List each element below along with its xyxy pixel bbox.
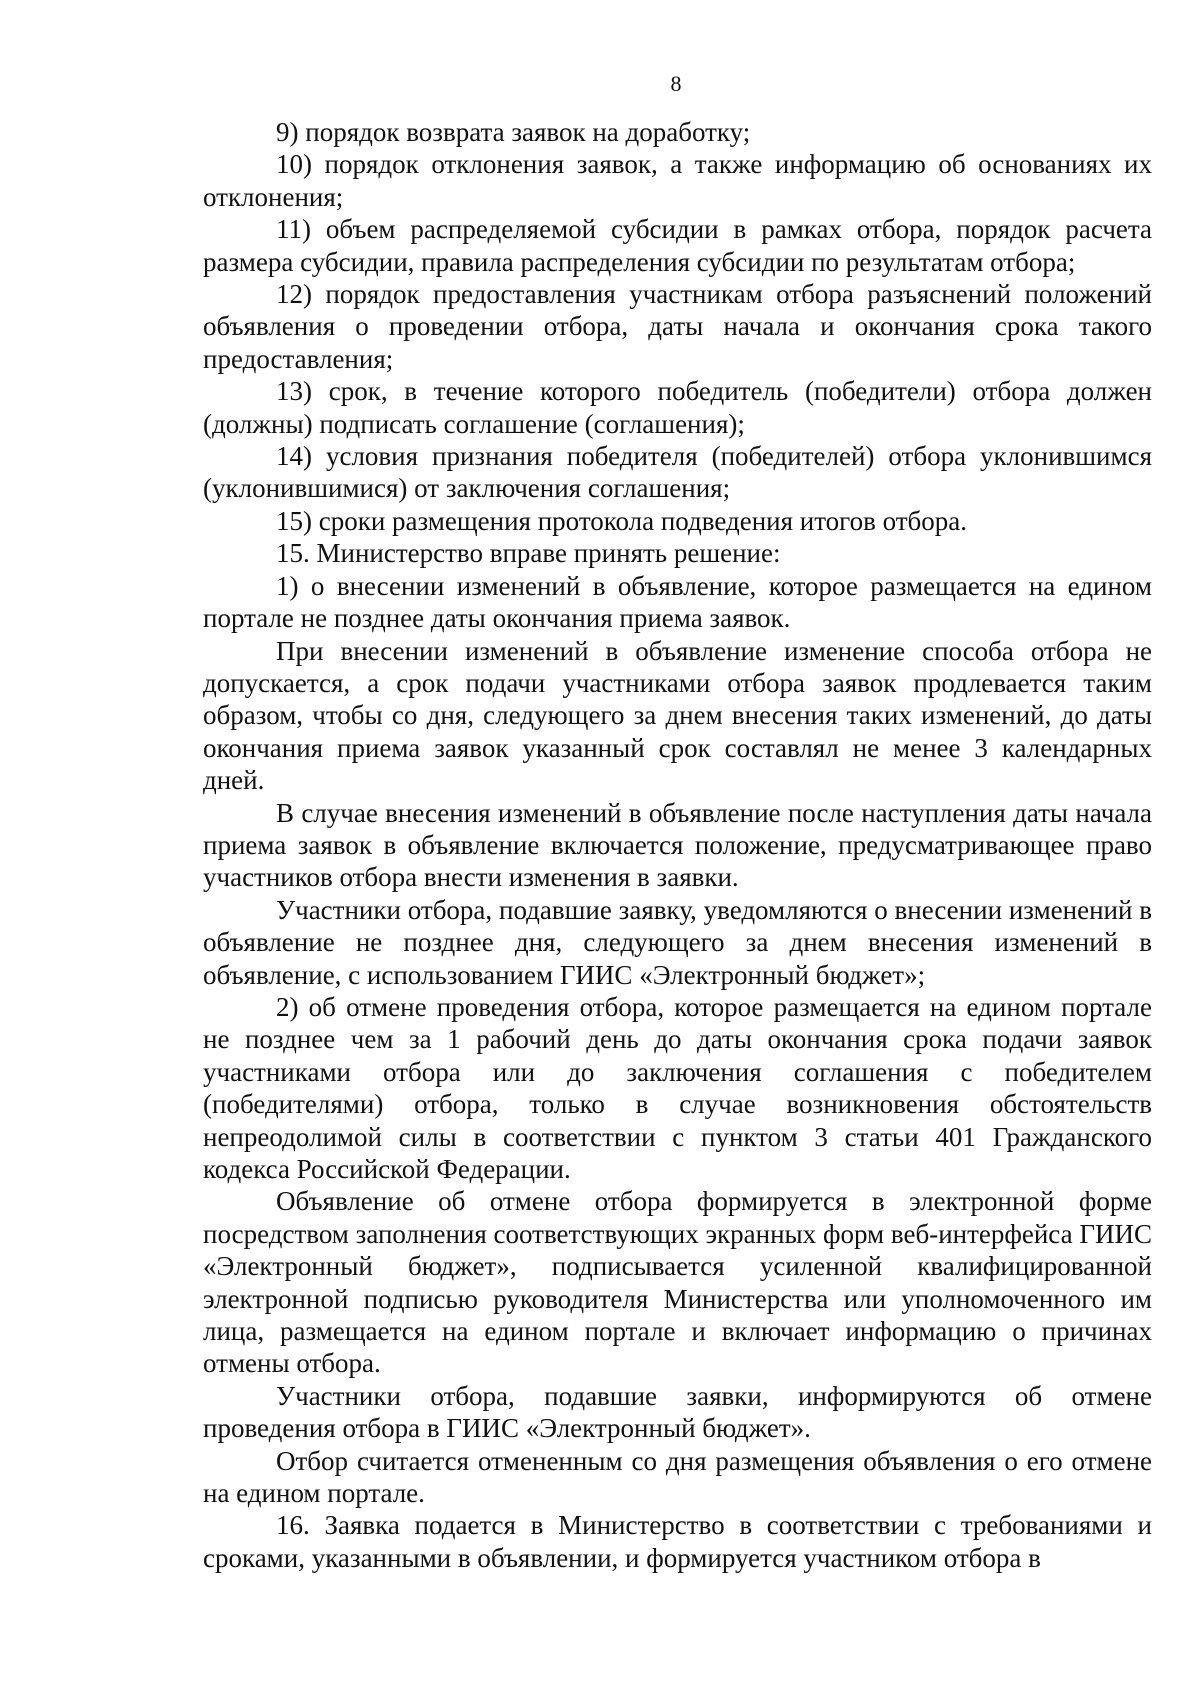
paragraph-item-13: 13) срок, в течение которого победитель (победители) отбора должен (должны) подписать соглашение (соглашения);	[203, 376, 1152, 439]
page-number: 8	[670, 71, 682, 96]
paragraph-item-9: 9) порядок возврата заявок на доработку;	[276, 117, 751, 147]
paragraph-item-12: 12) порядок предоставления участникам отбора разъяснений положений объявления о проведении отбора, даты начала и окончания срока такого предоставления;	[203, 279, 1152, 374]
paragraph-item-11: 11) объем распределяемой субсидии в рамках отбора, порядок расчета размера субсидии, правила распределения субсидии по результатам отбора;	[203, 214, 1152, 277]
paragraph-changes-rules: При внесении изменений в объявление изменение способа отбора не допускается, а срок подачи участниками отбора заявок продлевается таким образом, чтобы со дня, следующего за днем внесения таких изменений, до даты окончания приема заявок указанный срок составлял не менее 3 календарных дней.	[203, 635, 1152, 796]
paragraph-cancellation-notice: Объявление об отмене отбора формируется в электронной форме посредством заполнения соответствующих экранных форм веб-интерфейса ГИИС «Электронный бюджет», подписывается усиленной квалифицированной электронной подписью руководителя Министерства или уполномоченного им лица, размещается на едином портале и включает информацию о причинах отмены отбора.	[203, 1186, 1152, 1379]
paragraph-selection-cancelled: Отбор считается отмененным со дня размещения объявления о его отмене на едином портале.	[203, 1445, 1152, 1509]
paragraph-subitem-2: 2) об отмене проведения отбора, которое размещается на едином портале не позднее чем за 1 рабочий день до даты окончания срока подачи заявок участниками отбора или до заключения соглашения с победителем (победителями) отбора, только в случае возникновения обстоятельств непреодолимой силы в соответствии с пунктом 3 статьи 401 Гражданского кодекса Российской Федерации.	[203, 991, 1152, 1184]
document-body	[203, 116, 1152, 1574]
paragraph-section-16: 16. Заявка подается в Министерство в соответствии с требованиями и сроками, указанными в объявлении, и формируется участником отбора в	[203, 1510, 1152, 1573]
paragraph-item-10: 10) порядок отклонения заявок, а также информацию об основаниях их отклонения;	[203, 149, 1152, 212]
paragraph-subitem-1: 1) о внесении изменений в объявление, которое размещается на едином портале не позднее даты окончания приема заявок.	[203, 570, 1152, 634]
paragraph-item-14: 14) условия признания победителя (победителей) отбора уклонившимся (уклонившимися) от заключения соглашения;	[203, 441, 1152, 504]
paragraph-changes-after-start: В случае внесения изменений в объявление после наступления даты начала приема заявок в объявление включается положение, предусматривающее право участников отбора внести изменения в заявки.	[203, 797, 1152, 893]
paragraph-section-15: 15. Министерство вправе принять решение:	[276, 538, 781, 569]
paragraph-participants-notified: Участники отбора, подавшие заявку, уведомляются о внесении изменений в объявление не позднее дня, следующего за днем внесения изменений в объявление, с использованием ГИИС «Электронный бюджет»;	[203, 894, 1152, 990]
paragraph-item-15: 15) сроки размещения протокола подведения итогов отбора.	[276, 505, 967, 536]
paragraph-participants-informed: Участники отбора, подавшие заявки, информируются об отмене проведения отбора в ГИИС «Электронный бюджет».	[203, 1380, 1152, 1444]
